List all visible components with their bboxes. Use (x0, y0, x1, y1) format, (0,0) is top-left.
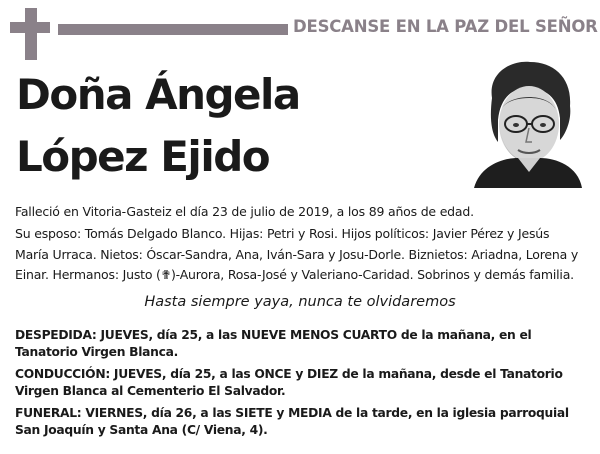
deceased-name-line2: López Ejido (16, 132, 270, 181)
cross-vertical-bar (25, 8, 37, 60)
event-despedida: DESPEDIDA: JUEVES, día 25, a las NUEVE MENOS CUARTO de la mañana, en el Tanatorio Virgen Blanca. (15, 328, 532, 359)
event-funeral: FUNERAL: VIERNES, día 26, a las SIETE y MEDIA de la tarde, en la iglesia parroquial San Joaquín y Santa Ana (C/ Viena, 4). (15, 406, 569, 437)
header-divider-bar (58, 24, 288, 35)
cross-horizontal-bar (10, 22, 50, 33)
family-text: Su esposo: Tomás Delgado Blanco. Hijas: Petri y Rosi. Hijos políticos: Javier Pérez y Jesús María Urraca. Nietos: Óscar-Sandra, Ana, Iván-Sara y Josu-Dorle. Biznietos: Ariadna, Lorena y Einar. Hermanos: Justo (✟)-Aurora, Rosa-José y Valeriano-Caridad. Sobrinos y demás familia. (15, 226, 579, 282)
header-title: DESCANSE EN LA PAZ DEL SEÑOR (293, 17, 598, 36)
deceased-name-line1: Doña Ángela (16, 70, 300, 119)
event-conduccion: CONDUCCIÓN: JUEVES, día 25, a las ONCE y DIEZ de la mañana, desde el Tanatorio Virgen Blanca al Cementerio El Salvador. (15, 367, 563, 398)
farewell-quote: Hasta siempre yaya, nunca te olvidaremos (144, 294, 456, 310)
death-notice-text: Falleció en Vitoria-Gasteiz el día 23 de julio de 2019, a los 89 años de edad. (15, 204, 474, 219)
portrait-illustration (472, 58, 584, 188)
portrait-photo (472, 58, 584, 188)
